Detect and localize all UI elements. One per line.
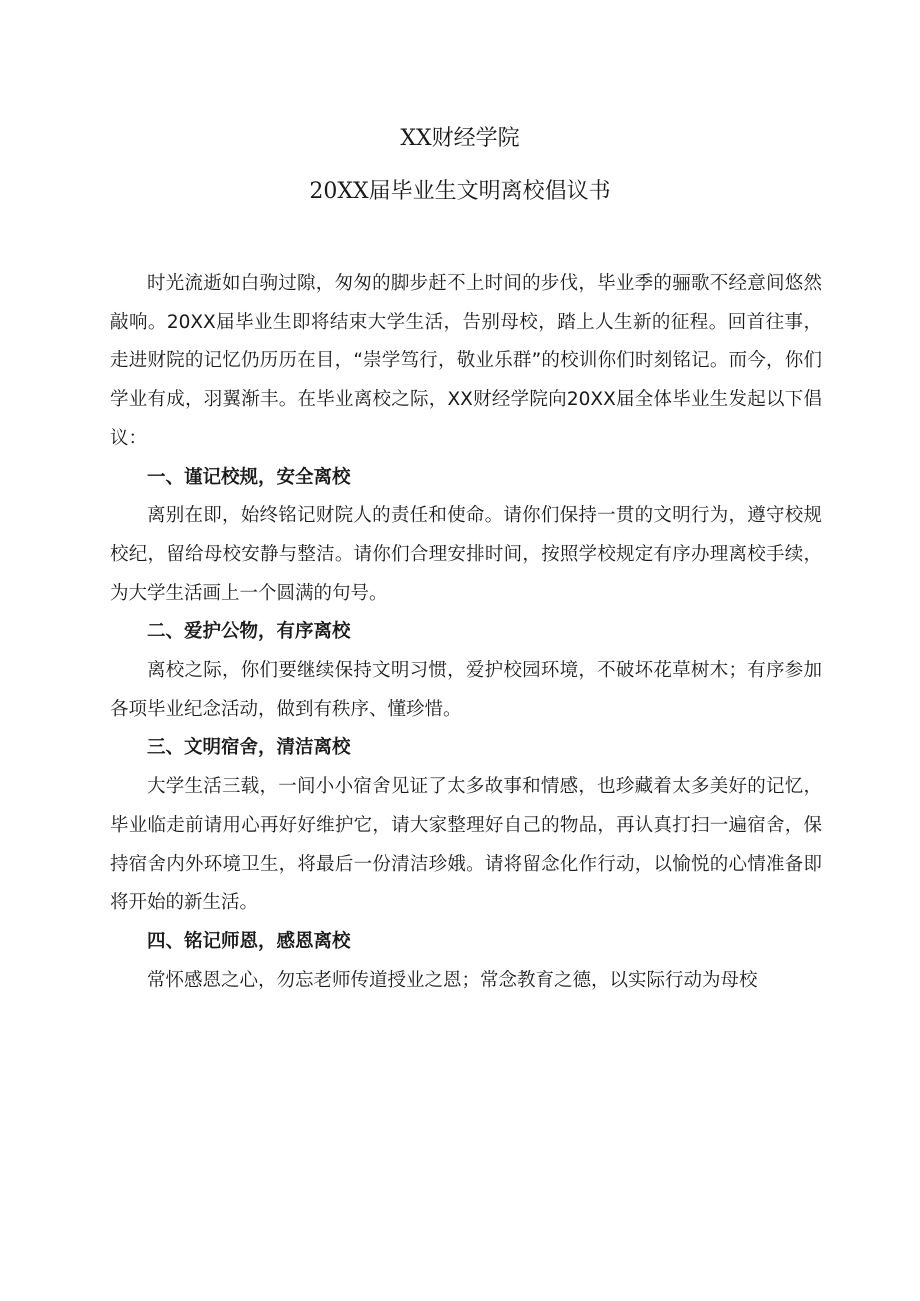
document-title-institution: XX财经学院 bbox=[400, 126, 520, 151]
document-title: 20XX届毕业生文明离校倡议书 bbox=[309, 179, 611, 204]
intro-paragraph: 时光流逝如白驹过隙，匆匆的脚步赶不上时间的步伐，毕业季的骊歌不经意间悠然敲响。20XX届毕业生即将结束大学生活，告别母校，踏上人生新的征程。回首往事，走进财院的记忆仍历历在目，“崇学笃行，敬业乐群”的校训你们时刻铭记。而今，你们学业有成，羽翼渐丰。在毕业离校之际，XX财经学院向20XX届全体毕业生发起以下倡议： bbox=[110, 273, 822, 449]
section-paragraph-4: 常怀感恩之心，勿忘老师传道授业之恩；常念教育之德，以实际行动为母校 bbox=[147, 969, 758, 991]
section-paragraph-2: 离校之际，你们要继续保持文明习惯，爱护校园环境，不破坏花草树木；有序参加各项毕业纪念活动，做到有秩序、懂珍惜。 bbox=[110, 660, 822, 720]
section-heading-3: 三、文明宿舍，清洁离校 bbox=[147, 737, 351, 759]
document-body bbox=[110, 265, 822, 1000]
section-heading-4: 四、铭记师恩，感恩离校 bbox=[147, 930, 351, 952]
section-heading-2: 二、爱护公物，有序离校 bbox=[147, 621, 351, 643]
section-paragraph-1: 离别在即，始终铭记财院人的责任和使命。请你们保持一贯的文明行为，遵守校规校纪，留给母校安静与整洁。请你们合理安排时间，按照学校规定有序办理离校手续，为大学生活画上一个圆满的句号。 bbox=[110, 505, 822, 604]
section-heading-1: 一、谨记校规，安全离校 bbox=[147, 466, 351, 488]
section-paragraph-3: 大学生活三载，一间小小宿舍见证了太多故事和情感，也珍藏着太多美好的记忆，毕业临走前请用心再好好维护它，请大家整理好自己的物品，再认真打扫一遍宿舍，保持宿舍内外环境卫生，将最后一份清洁珍娥。请将留念化作行动，以愉悦的心情准备即将开始的新生活。 bbox=[110, 776, 822, 914]
